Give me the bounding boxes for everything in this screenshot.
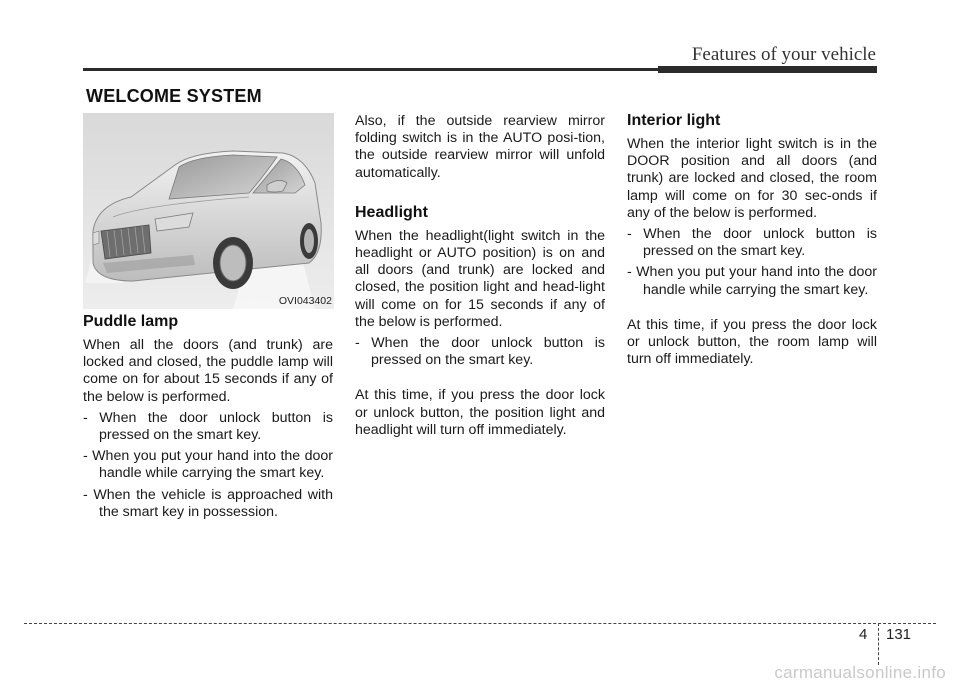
list-item: - When the door unlock button is pressed on the smart key. [83,409,333,444]
list-item: - When the door unlock button is pressed on the smart key. [355,335,605,369]
list-item: - When you put your hand into the door handle while carrying the smart key. [627,264,877,298]
list-item: - When the door unlock button is pressed on the smart key. [627,226,877,260]
mirror-paragraph: Also, if the outside rearview mirror folding switch is in the AUTO posi-tion, the outside rearview mirror will unfold automatically. [355,113,605,181]
footer-divider [878,623,879,665]
section-title: WELCOME SYSTEM [86,86,262,106]
puddle-lamp-intro: When all the doors (and trunk) are locked and closed, the puddle lamp will come on for about 15 seconds if any of the below is performed. [83,337,333,405]
header-title: Features of your vehicle [691,44,876,65]
car-illustration [83,113,334,309]
interior-light-outro: At this time, if you press the door lock or unlock button, the room lamp will turn off immediately. [627,316,877,368]
column-puddle-lamp [83,313,333,525]
list-item: - When you put your hand into the door handle while carrying the smart key. [83,448,333,482]
list-item: - When the vehicle is approached with the smart key in possession. [83,486,333,520]
interior-light-heading: Interior light [627,112,721,129]
column-headlight [355,113,605,443]
column-interior-light [627,112,877,372]
puddle-lamp-heading: Puddle lamp [83,313,179,330]
interior-light-intro: When the interior light switch is in the DOOR position and all doors (and trunk) are locked and closed, the room lamp will come on for 30 sec-onds if any of the below is performed. [627,136,877,221]
footer-rule [24,623,936,624]
car-drawing [83,113,334,309]
headlight-heading: Headlight [355,203,428,221]
header-accent-bar [658,66,877,73]
chapter-number: 4 [859,626,868,643]
headlight-outro: At this time, if you press the door lock or unlock button, the position light and headlight will turn off immediately. [355,387,605,438]
figure-code: OVI043402 [278,295,332,307]
headlight-intro: When the headlight(light switch in the headlight or AUTO position) is on and all doors (and trunk) are locked and closed, the position light and head-light will come on for 15 seconds if any of the below is performed. [355,227,605,330]
watermark: carmanualsonline.info [774,663,946,682]
page-number: 131 [886,626,912,643]
